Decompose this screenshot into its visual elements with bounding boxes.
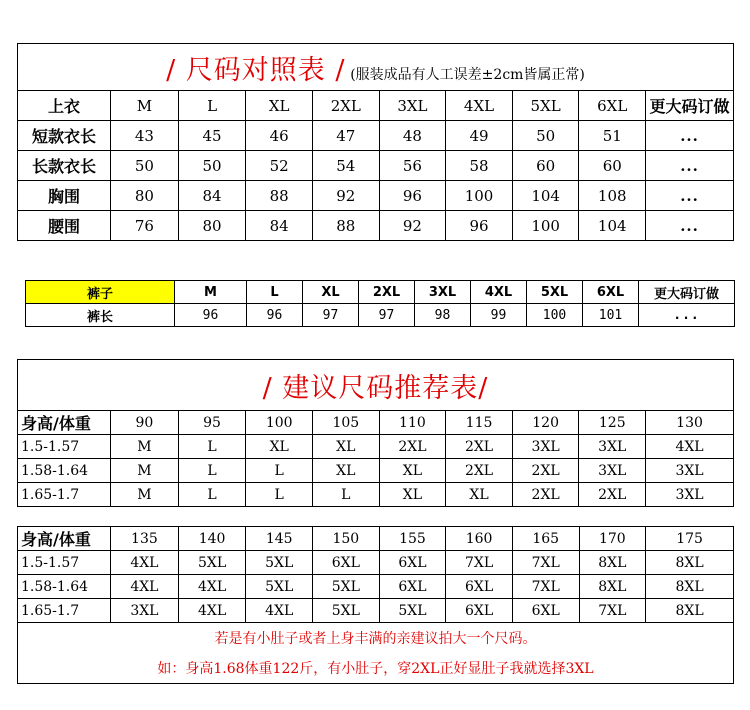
table-cell: 97 [359, 304, 415, 327]
table-cell: ... [646, 121, 734, 151]
table-cell: 92 [379, 211, 446, 241]
table-cell: 48 [379, 121, 446, 151]
recommend-chart2-table [17, 526, 734, 684]
table-row [18, 121, 734, 151]
header-cell: 6XL [579, 91, 646, 121]
table-cell: XL [379, 459, 446, 483]
table-cell: 5XL [246, 551, 313, 575]
header-cell: 115 [446, 411, 513, 435]
table-cell: L [246, 483, 313, 507]
header-cell: 105 [313, 411, 380, 435]
header-cell: 更大码订做 [646, 91, 734, 121]
table-row [18, 575, 734, 599]
table-cell: 54 [313, 151, 380, 181]
table-cell: 4XL [646, 435, 734, 459]
header-cell: L [247, 281, 303, 304]
table-row [26, 304, 735, 327]
table-cell: 2XL [379, 435, 446, 459]
table-cell: 6XL [379, 551, 446, 575]
pants-header-row [26, 281, 735, 304]
table-cell: 80 [178, 211, 246, 241]
table-cell: 50 [512, 121, 579, 151]
header-cell: 95 [178, 411, 246, 435]
table-cell: 80 [111, 181, 179, 211]
size-chart-table [17, 43, 734, 241]
header-cell: 110 [379, 411, 446, 435]
table-cell: 76 [111, 211, 179, 241]
header-cell: 身高/体重 [18, 527, 111, 551]
table-cell: 3XL [579, 435, 646, 459]
recommend-title: / 建议尺码推荐表/ [262, 372, 489, 404]
table-cell: 5XL [246, 575, 313, 599]
table-cell: 104 [512, 181, 579, 211]
table-cell: 2XL [512, 483, 579, 507]
header-cell: 120 [512, 411, 579, 435]
size-chart-header-row [18, 91, 734, 121]
header-cell: 140 [178, 527, 246, 551]
table-cell: 7XL [579, 599, 646, 623]
table-cell: 6XL [446, 599, 513, 623]
table-cell: 2XL [579, 483, 646, 507]
table-cell: 7XL [446, 551, 513, 575]
row-label: 1.58-1.64 [18, 575, 111, 599]
header-cell: M [111, 91, 179, 121]
row-label: 1.5-1.57 [18, 435, 111, 459]
table-cell: 6XL [313, 551, 380, 575]
header-cell: 130 [646, 411, 734, 435]
table-cell: 58 [446, 151, 513, 181]
table-cell: 8XL [579, 551, 646, 575]
table-cell: 100 [527, 304, 583, 327]
table-cell: M [111, 483, 179, 507]
table-cell: 3XL [579, 459, 646, 483]
header-cell: 5XL [512, 91, 579, 121]
row-label: 1.65-1.7 [18, 483, 111, 507]
table-cell: 43 [111, 121, 179, 151]
header-cell: 100 [246, 411, 313, 435]
size-chart-title: / 尺码对照表 / [166, 54, 346, 86]
table-cell: 2XL [512, 459, 579, 483]
header-cell: 165 [512, 527, 579, 551]
table-cell: M [111, 435, 179, 459]
table-cell: 97 [303, 304, 359, 327]
header-cell: 160 [446, 527, 513, 551]
table-cell: 8XL [579, 575, 646, 599]
header-cell: 6XL [583, 281, 639, 304]
header-cell: 170 [579, 527, 646, 551]
header-cell: 4XL [446, 91, 513, 121]
table-row [18, 435, 734, 459]
table-cell: 50 [178, 151, 246, 181]
recommend-header-row [18, 411, 734, 435]
table-cell: 96 [247, 304, 303, 327]
row-label: 长款衣长 [18, 151, 111, 181]
table-cell: XL [379, 483, 446, 507]
header-cell: 2XL [359, 281, 415, 304]
table-cell: 2XL [446, 459, 513, 483]
header-cell: 4XL [471, 281, 527, 304]
table-cell: 51 [579, 121, 646, 151]
header-cell: 150 [313, 527, 380, 551]
table-cell: 98 [415, 304, 471, 327]
table-cell: 96 [446, 211, 513, 241]
table-cell: 5XL [313, 599, 380, 623]
size-chart-note: (服装成品有人工误差±2cm皆属正常) [350, 66, 585, 83]
table-cell: M [111, 459, 179, 483]
header-cell: 5XL [527, 281, 583, 304]
table-cell: 56 [379, 151, 446, 181]
table-row [18, 181, 734, 211]
table-cell: 3XL [111, 599, 179, 623]
table-cell: 8XL [646, 575, 734, 599]
header-cell: 上衣 [18, 91, 111, 121]
table-row [18, 459, 734, 483]
header-cell: 2XL [313, 91, 380, 121]
table-cell: XL [446, 483, 513, 507]
header-cell: L [178, 91, 246, 121]
table-cell: 8XL [646, 551, 734, 575]
table-cell: 100 [446, 181, 513, 211]
row-label: 裤长 [26, 304, 175, 327]
table-cell: XL [246, 435, 313, 459]
table-cell: 5XL [313, 575, 380, 599]
pants-chart-table [25, 280, 735, 327]
table-cell: 52 [246, 151, 313, 181]
table-cell: 4XL [111, 575, 179, 599]
table-cell: 4XL [246, 599, 313, 623]
table-cell: 60 [512, 151, 579, 181]
header-cell: 3XL [415, 281, 471, 304]
table-cell: 92 [313, 181, 380, 211]
header-cell: M [175, 281, 247, 304]
row-label: 1.65-1.7 [18, 599, 111, 623]
header-cell: XL [246, 91, 313, 121]
table-cell: 2XL [446, 435, 513, 459]
size-chart-title-cell [18, 44, 734, 91]
table-cell: 99 [471, 304, 527, 327]
table-cell: 84 [178, 181, 246, 211]
table-cell: 96 [379, 181, 446, 211]
header-cell: 135 [111, 527, 179, 551]
header-cell: 125 [579, 411, 646, 435]
table-cell: L [178, 435, 246, 459]
table-cell: 8XL [646, 599, 734, 623]
header-cell: 裤子 [26, 281, 175, 304]
table-row [18, 599, 734, 623]
table-cell: 101 [583, 304, 639, 327]
recommend-chart-table [17, 359, 734, 507]
table-cell: 84 [246, 211, 313, 241]
table-cell: 45 [178, 121, 246, 151]
row-label: 1.5-1.57 [18, 551, 111, 575]
table-cell: 6XL [379, 575, 446, 599]
table-cell: 3XL [512, 435, 579, 459]
table-cell: 4XL [111, 551, 179, 575]
table-cell: 60 [579, 151, 646, 181]
table-cell: 5XL [379, 599, 446, 623]
header-cell: 更大码订做 [639, 281, 735, 304]
table-cell: XL [313, 435, 380, 459]
header-cell: 175 [646, 527, 734, 551]
table-cell: ... [646, 151, 734, 181]
table-cell: ... [639, 304, 735, 327]
header-cell: 90 [111, 411, 179, 435]
header-cell: 3XL [379, 91, 446, 121]
table-cell: 3XL [646, 459, 734, 483]
table-cell: L [178, 459, 246, 483]
table-cell: 46 [246, 121, 313, 151]
table-cell: L [178, 483, 246, 507]
table-cell: 4XL [178, 575, 246, 599]
header-cell: 155 [379, 527, 446, 551]
footnote-advice: 若是有小肚子或者上身丰满的亲建议拍大一个尺码。 [18, 623, 734, 654]
table-cell: 5XL [178, 551, 246, 575]
recommend-title-cell [18, 360, 734, 411]
header-cell: XL [303, 281, 359, 304]
table-cell: 4XL [178, 599, 246, 623]
table-cell: 88 [313, 211, 380, 241]
table-cell: 88 [246, 181, 313, 211]
table-row [18, 551, 734, 575]
table-cell: ... [646, 181, 734, 211]
table-row [18, 211, 734, 241]
table-cell: 6XL [512, 599, 579, 623]
row-label: 腰围 [18, 211, 111, 241]
row-label: 胸围 [18, 181, 111, 211]
table-row [18, 151, 734, 181]
table-cell: L [246, 459, 313, 483]
table-row [18, 483, 734, 507]
table-cell: 96 [175, 304, 247, 327]
header-cell: 145 [246, 527, 313, 551]
table-cell: 49 [446, 121, 513, 151]
recommend2-header-row [18, 527, 734, 551]
row-label: 1.58-1.64 [18, 459, 111, 483]
table-cell: 47 [313, 121, 380, 151]
table-cell: 104 [579, 211, 646, 241]
table-cell: 50 [111, 151, 179, 181]
table-cell: 7XL [512, 575, 579, 599]
table-cell: ... [646, 211, 734, 241]
table-cell: 7XL [512, 551, 579, 575]
row-label: 短款衣长 [18, 121, 111, 151]
table-cell: 108 [579, 181, 646, 211]
table-cell: 100 [512, 211, 579, 241]
footnote-example: 如：身高1.68体重122斤，有小肚子，穿2XL正好显肚子我就选择3XL [18, 653, 734, 684]
table-cell: L [313, 483, 380, 507]
table-cell: 3XL [646, 483, 734, 507]
header-cell: 身高/体重 [18, 411, 111, 435]
table-cell: XL [313, 459, 380, 483]
table-cell: 6XL [446, 575, 513, 599]
